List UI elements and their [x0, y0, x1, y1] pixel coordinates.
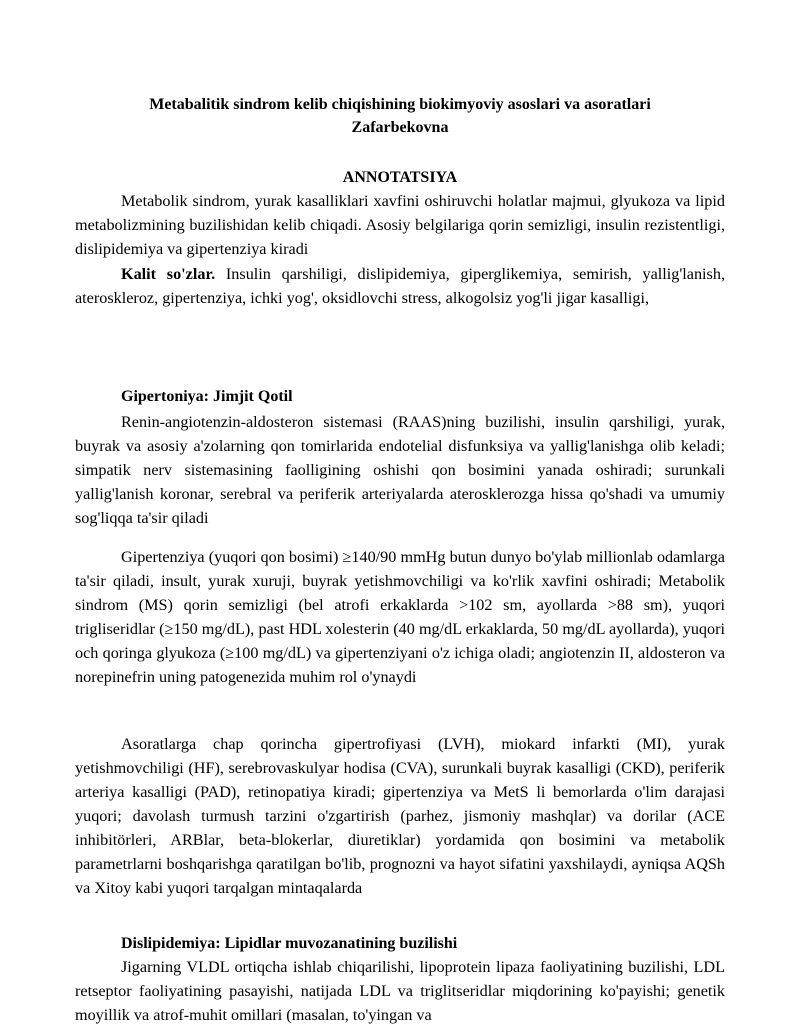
annotation-paragraph: Metabolik sindrom, yurak kasalliklari xavfini oshiruvchi holatlar majmui, glyukoza va lipid metabolizmining buzilishidan kelib chiqadi. Asosiy belgilariga qorin semizligi, insulin rezistentligi, dislipidemiya va gipertenziya kiradi: [75, 192, 725, 258]
document-title: Metabalitik sindrom kelib chiqishining biokimyoviy asoslari va asoratlari: [149, 96, 651, 113]
keywords-paragraph: [75, 262, 725, 310]
document-author: Zafarbekovna: [351, 119, 449, 136]
keywords-label: Kalit so'zlar.: [121, 265, 216, 283]
annotation-heading: ANNOTATSIYA: [342, 169, 458, 186]
dyslipidemia-paragraph-1: Jigarning VLDL ortiqcha ishlab chiqarilishi, lipoprotein lipaza faoliyatining buzilishi, LDL retseptor faoliyatining pasayishi, natijada LDL va triglitseridlar miqdorining ko'payishi; genetik moyillik va atrof-muhit omillari (masalan, to'yingan va: [75, 958, 725, 1024]
section-heading-hypertension: Gipertoniya: Jimjit Qotil: [121, 388, 293, 405]
hypertension-paragraph-3: Asoratlarga chap qorincha gipertrofiyasi (LVH), miokard infarkti (MI), yurak yetishmovchiligi (HF), serebrovaskulyar hodisa (CVA), surunkali buyrak kasalligi (CKD), periferik arteriya kasalligi (PAD), retinopatiya kiradi; gipertenziya va MetS li bemorlarda o'lim darajasi yuqori; davolash turmush tarzini o'zgartirish (parhez, jismoniy mashqlar) va dorilar (ACE inhibitörleri, ARBlar, beta-blokerlar, diuretiklar) yordamida qon bosimini va metabolik parametrlarni boshqarishga qaratilgan bo'lib, prognozni va hayot sifatini yaxshilaydi, ayniqsa AQSh va Xitoy kabi yuqori tarqalgan mintaqalarda: [75, 735, 725, 897]
section-heading-dyslipidemia: Dislipidemiya: Lipidlar muvozanatining buzilishi: [121, 935, 458, 952]
keywords-text: Insulin qarshiligi, dislipidemiya, giperglikemiya, semirish, yallig'lanish, ateroskleroz, gipertenziya, ichki yog', oksidlovchi stress, alkogolsiz yog'li jigar kasalligi,: [75, 265, 725, 307]
hypertension-paragraph-2: Gipertenziya (yuqori qon bosimi) ≥140/90 mmHg butun dunyo bo'ylab millionlab odamlarga ta'sir qiladi, insult, yurak xuruji, buyrak yetishmovchiligi va ko'rlik xavfini oshiradi; Metabolik sindrom (MS) qorin semizligi (bel atrofi erkaklarda >102 sm, ayollarda >88 sm), yuqori trigliseridlar (≥150 mg/dL), past HDL xolesterin (40 mg/dL erkaklarda, 50 mg/dL ayollarda), yuqori och qoringa glyukoza (≥100 mg/dL) va gipertenziyani o'z ichiga oladi; angiotenzin II, aldosteron va norepinefrin uning patogenezida muhim rol o'ynaydi: [75, 548, 725, 686]
hypertension-paragraph-1: Renin-angiotenzin-aldosteron sistemasi (RAAS)ning buzilishi, insulin qarshiligi, yurak, buyrak va asosiy a'zolarning qon tomirlarida endotelial disfunksiya va yallig'lanishga olib keladi; simpatik nerv sistemasining faolligining oshishi qon bosimini yanada oshiradi; surunkali yallig'lanish koronar, serebral va periferik arteriyalarda aterosklerozga hissa qo'shadi va umumiy sog'liqqa ta'sir qiladi: [75, 413, 725, 527]
